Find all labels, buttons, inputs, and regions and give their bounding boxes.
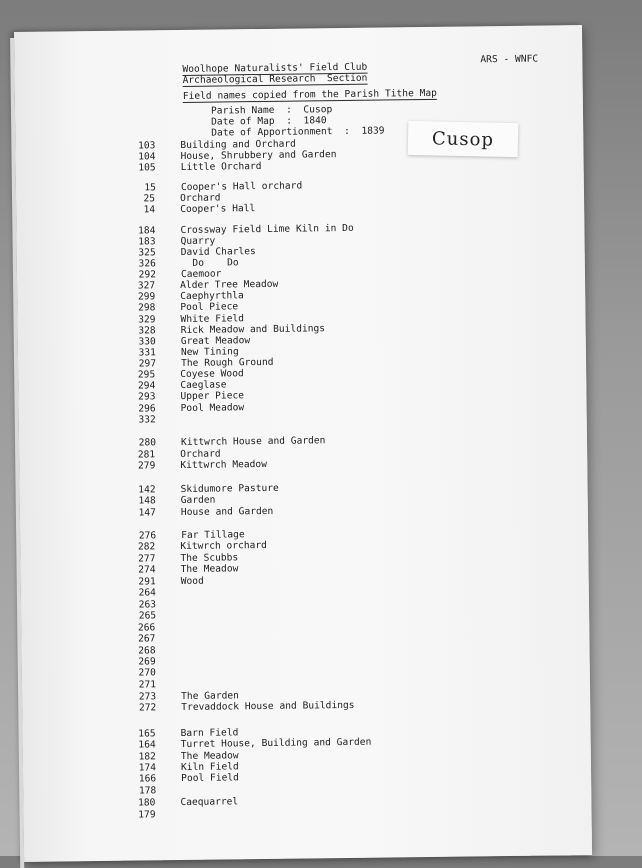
field-name: Caephyrthla: [180, 290, 244, 302]
field-number: 267: [138, 633, 156, 645]
field-number: 281: [137, 449, 156, 461]
field-number: 266: [137, 622, 156, 634]
field-number: 327: [137, 280, 156, 292]
field-number: 174: [138, 762, 157, 774]
field-number: 25: [143, 193, 156, 205]
field-name: Quarry: [180, 235, 216, 247]
field-name: Rick Meadow and Buildings: [180, 323, 326, 336]
field-number: 103: [138, 140, 156, 152]
field-name: House, Shrubbery and Garden: [180, 149, 337, 162]
apportionment-date-line: Date of Apportionment : 1839: [211, 125, 385, 139]
field-name: Turret House, Building and Garden: [180, 736, 372, 751]
field-name: White Field: [180, 313, 245, 325]
field-name: Wood: [180, 575, 204, 588]
field-number: 292: [138, 269, 157, 281]
field-name: Coyese Wood: [180, 368, 244, 380]
field-number: 264: [138, 587, 156, 599]
field-name: The Meadow: [180, 563, 239, 576]
field-number: 273: [138, 691, 157, 703]
field-name: Barn Field: [180, 727, 239, 740]
field-number: 279: [137, 460, 156, 472]
archive-reference: ARS - WNFC: [480, 53, 539, 66]
field-name: Pool Field: [181, 772, 239, 785]
field-number: 280: [138, 437, 157, 449]
map-date-line: Date of Map : 1840: [211, 115, 327, 128]
field-number: 293: [138, 391, 156, 403]
field-name: New Tining: [180, 346, 239, 358]
field-name: Alder Tree Meadow: [180, 278, 279, 291]
field-number: 325: [138, 247, 156, 259]
club-name: Woolhope Naturalists' Field Club: [182, 61, 368, 75]
field-number: 274: [138, 564, 156, 576]
field-name: Great Meadow: [180, 335, 251, 347]
field-name: Far Tillage: [181, 529, 245, 541]
field-number: 165: [138, 728, 156, 740]
field-name: Crossway Field Lime Kiln in Do: [180, 222, 354, 236]
parish-label-text: Cusop: [431, 127, 495, 151]
field-name: David Charles: [180, 246, 256, 258]
field-name: Do Do: [180, 257, 239, 269]
field-number: 296: [138, 403, 156, 415]
field-name: Trevaddock House and Buildings: [181, 699, 355, 714]
field-name: Cooper's Hall orchard: [180, 180, 303, 193]
field-name: Little Orchard: [180, 160, 262, 173]
field-name: The Garden: [181, 690, 239, 703]
field-name: Orchard: [180, 448, 221, 461]
field-number: 148: [138, 495, 156, 507]
field-name: Building and Orchard: [180, 138, 296, 151]
field-name: The Rough Ground: [180, 356, 274, 369]
field-name: The Scubbs: [180, 552, 239, 565]
field-name: Orchard: [179, 192, 221, 204]
parish-label-sticker: [408, 121, 519, 157]
field-number: 15: [144, 182, 156, 194]
field-name: The Meadow: [180, 750, 239, 763]
parish-name-line: Parish Name : Cusop: [210, 104, 333, 117]
field-number: 297: [138, 358, 157, 370]
field-name: Caemoor: [180, 268, 222, 280]
field-number: 166: [138, 773, 157, 785]
field-number: 14: [143, 204, 156, 216]
field-number: 105: [138, 162, 156, 174]
field-number: 330: [138, 336, 156, 348]
field-name: Pool Meadow: [180, 402, 245, 414]
field-number: 328: [138, 325, 156, 337]
field-number: 104: [138, 151, 156, 163]
field-number: 184: [138, 225, 156, 237]
field-name: Kiln Field: [180, 761, 239, 774]
field-number: 265: [138, 610, 157, 622]
field-name: Skidumore Pasture: [180, 482, 279, 495]
field-number: 263: [138, 599, 157, 611]
field-number: 277: [138, 553, 156, 565]
field-number: 298: [137, 302, 156, 314]
field-name: Kittwrch House and Garden: [180, 435, 326, 448]
field-number: 142: [138, 484, 156, 496]
document-subtitle: Field names copied from the Parish Tithe Map: [182, 87, 438, 102]
field-name: Upper Piece: [180, 390, 245, 402]
section-name: Archaeological Research Section: [182, 72, 368, 86]
field-number: 295: [137, 369, 156, 381]
field-number: 164: [138, 739, 156, 751]
field-number: 178: [138, 785, 157, 797]
field-number: 332: [138, 414, 156, 426]
field-number: 331: [138, 347, 156, 359]
field-name: Kitwrch orchard: [180, 539, 267, 553]
field-number: 270: [138, 667, 156, 679]
field-name: House and Garden: [180, 505, 274, 518]
field-name: Kittwrch Meadow: [180, 458, 268, 472]
field-number: 269: [138, 656, 156, 668]
field-number: 276: [138, 530, 157, 542]
field-number: 182: [138, 751, 156, 763]
field-number: 299: [137, 291, 156, 303]
field-name: Cooper's Hall: [180, 203, 256, 215]
field-number: 180: [138, 797, 156, 809]
field-number: 294: [137, 380, 156, 392]
field-number: 147: [138, 507, 156, 519]
field-number: 272: [138, 702, 157, 714]
field-name: Caeglase: [180, 379, 227, 391]
field-name: Pool Piece: [180, 301, 239, 313]
field-number: 271: [138, 679, 157, 691]
field-number: 268: [138, 645, 156, 657]
field-name: Garden: [180, 494, 216, 506]
field-number: 291: [138, 576, 156, 588]
field-number: 183: [138, 236, 156, 248]
field-name: Caequarrel: [180, 796, 239, 809]
field-number: 329: [138, 314, 156, 326]
field-number: 282: [137, 541, 156, 553]
field-number: 179: [138, 809, 156, 821]
field-number: 326: [138, 258, 156, 270]
